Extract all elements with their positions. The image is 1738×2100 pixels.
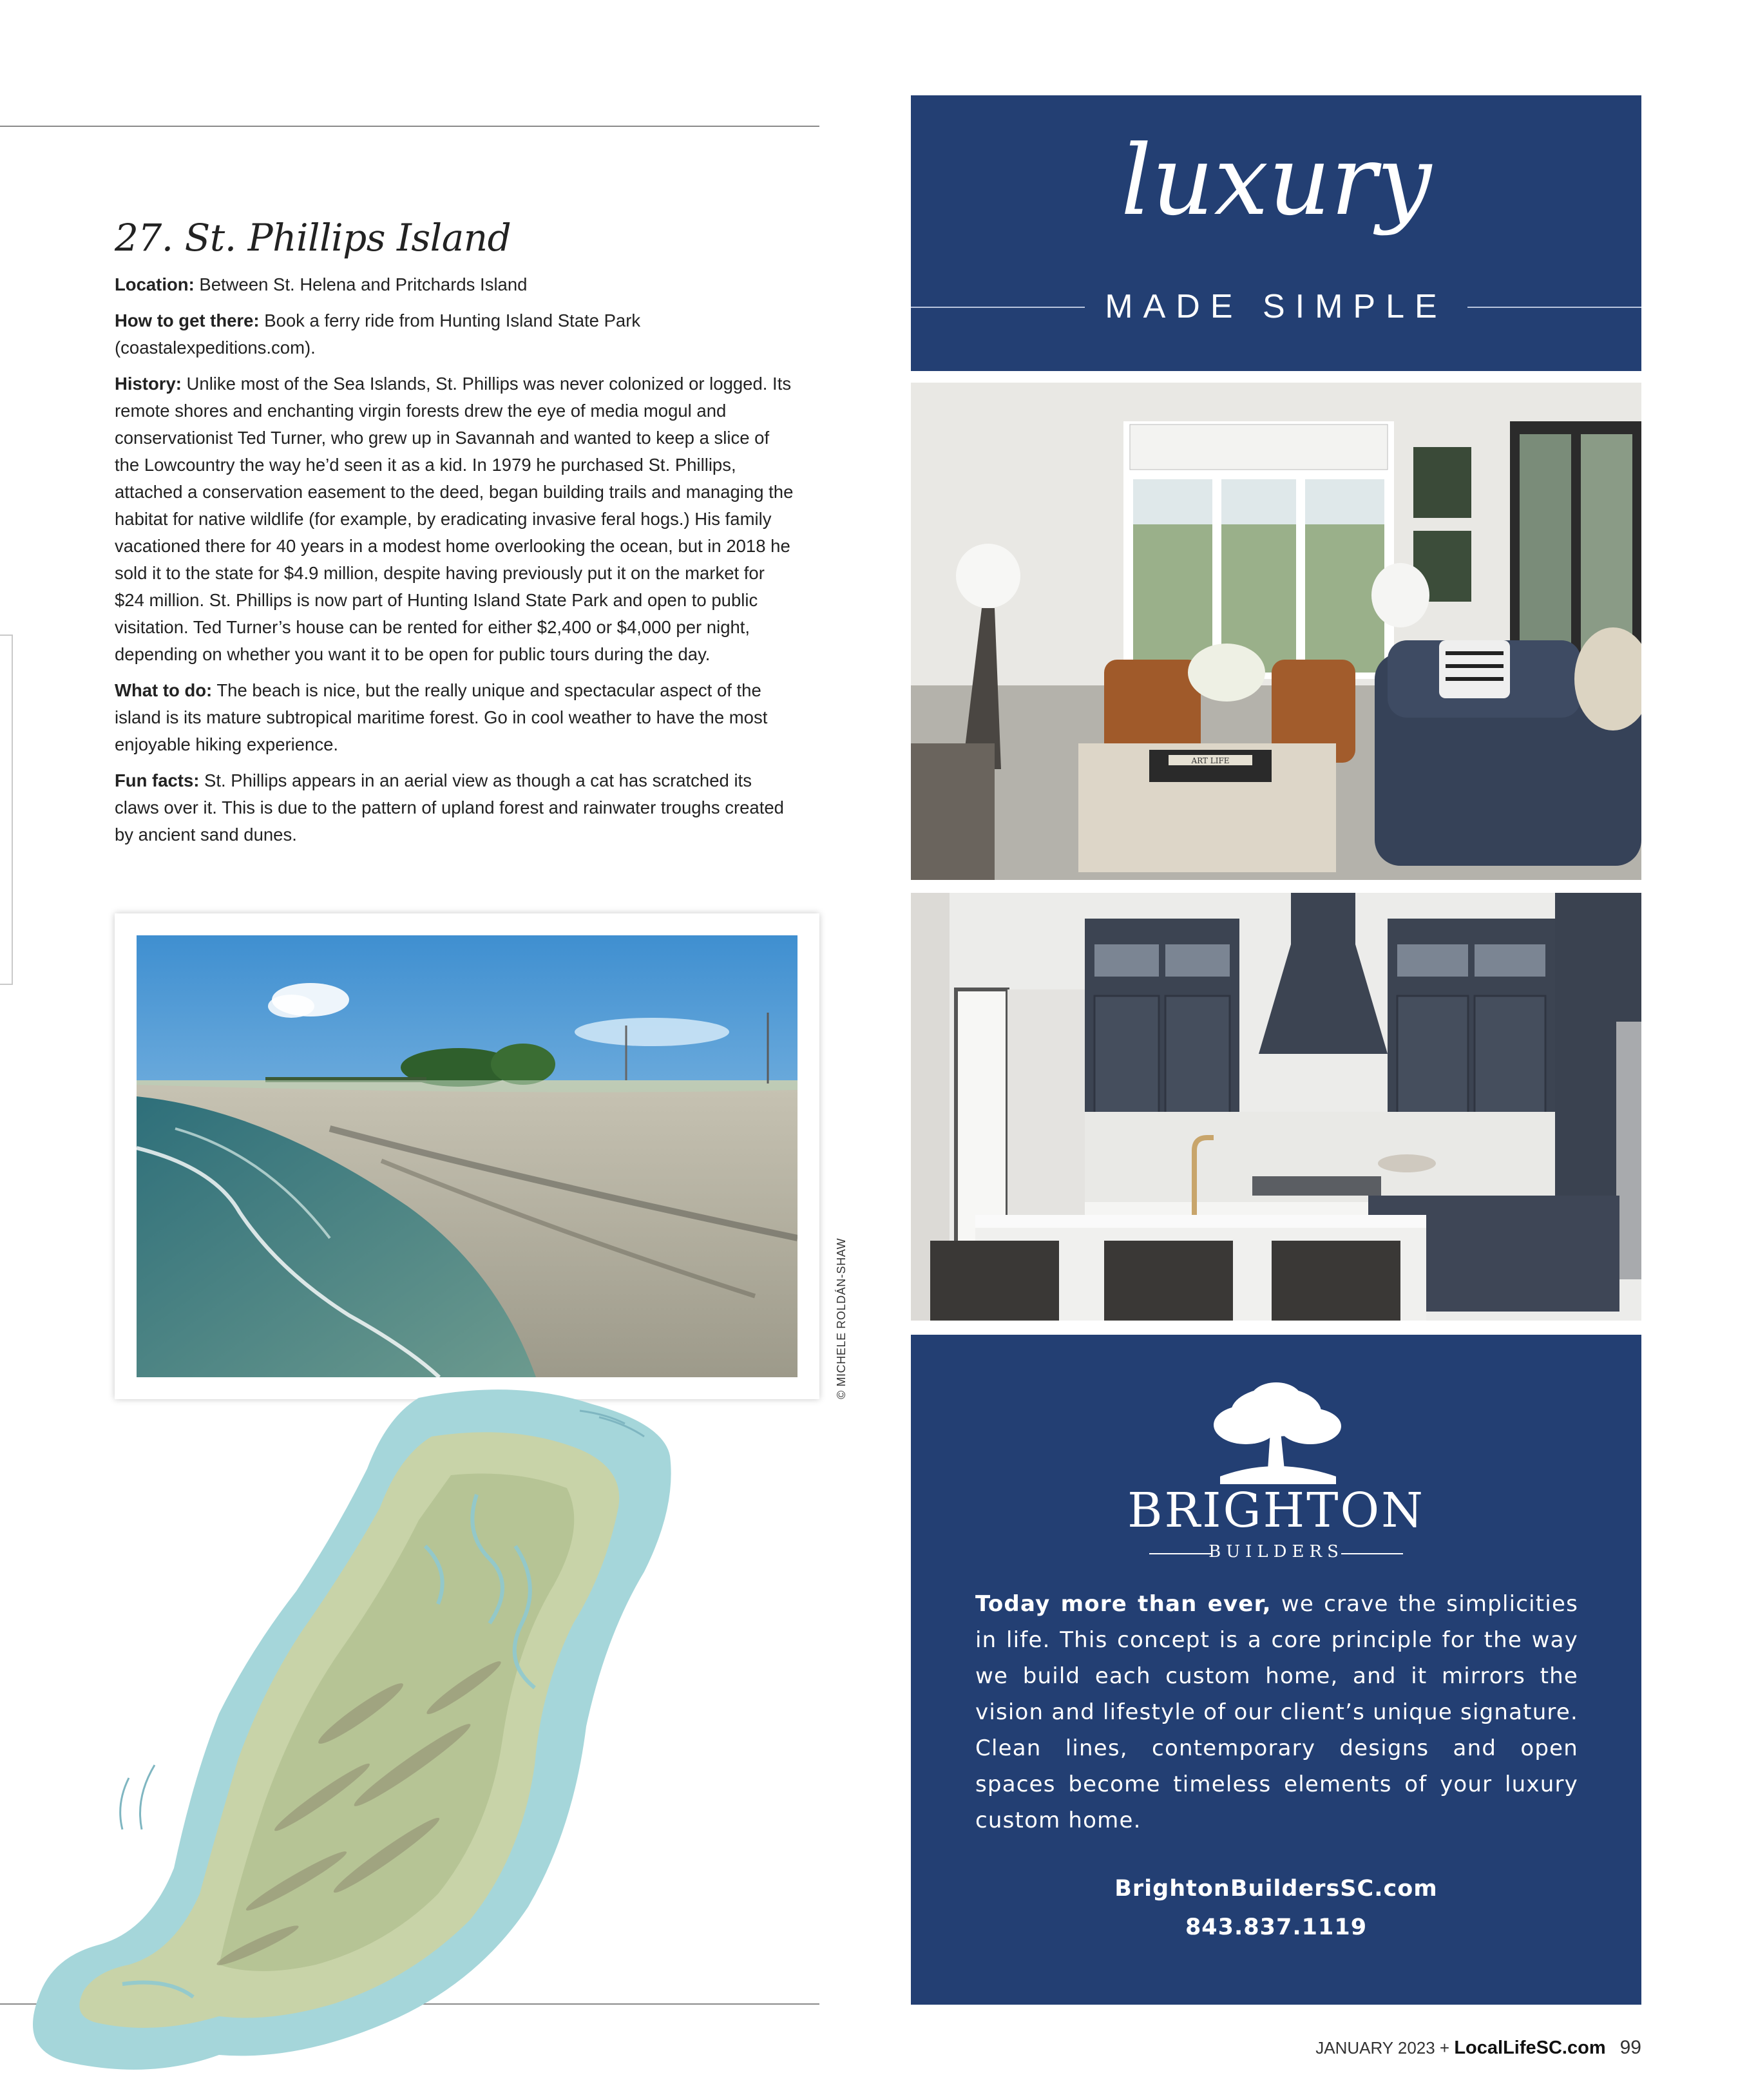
todo-paragraph [115,677,797,758]
ad-body-text: we crave the simplicities in life. This concept is a core principle for the way we build each custom home, and it mirrors the vision and lifestyle of our client’s unique signature. Clean lines, contemporary designs and open spaces become timeless elements of your luxury custom home. [975,1591,1578,1833]
oak-tree-logo-icon [1207,1380,1345,1489]
book-label: ART LIFE [1191,756,1230,765]
location-paragraph [115,271,797,298]
living-room-photo [911,383,1641,880]
history-paragraph [115,370,797,668]
directions-label: How to get there: [115,310,260,330]
brand-name: BRIGHTON [1127,1483,1425,1538]
page-footer [1315,2037,1641,2059]
ad-body [975,1586,1578,1838]
ad-tagline: MADE SIMPLE [1105,288,1447,325]
top-rule [0,126,819,127]
page-number: 99 [1619,2037,1641,2058]
ad-brighton-builders [911,1335,1641,2005]
location-label: Location: [115,274,195,294]
footer-site-link[interactable]: LocalLifeSC.com [1454,2038,1606,2058]
beach-photo [137,935,797,1377]
brand-sub: BUILDERS [1208,1542,1344,1561]
ad-body-lead: Today more than ever, [975,1591,1272,1617]
side-tab [0,635,13,985]
location-text: Between St. Helena and Pritchards Island [194,274,528,294]
article-title: 27. St. Phillips Island [115,216,511,260]
facts-label: Fun facts: [115,770,200,790]
footer-date: JANUARY 2023 + [1315,2038,1455,2057]
history-text: Unlike most of the Sea Islands, St. Phillips was never colonized or logged. Its remote shores and enchanting virgin forests drew the eye of media mogul and conservationist Ted Turner, who grew up in Savannah and wanted to keep a slice of the Lowcountry the way he’d seen it as a kid. In 1979 he purchased St. Phillips, attached a conservation easement to the deed, began building trails and managing the habitat for native wildlife (for example, by eradicating invasive feral hogs.) His family vacationed there for 40 years in a modest home overlooking the ocean, but in 2018 he sold it to the state for $4.9 million, despite having previously put it on the market for $24 million. St. Phillips is now part of Hunting Island State Park and open to public visitation. Ted Turner’s house can be rented for either $2,400 or $4,000 per night, depending on whether you want it to be open for public tours during the day. [115,374,794,664]
facts-text: St. Phillips appears in an aerial view as though a cat has scratched its claws over it. This is due to the pattern of upland forest and rainwater troughs created by ancient sand dunes. [115,770,784,845]
brand-sub-row [1149,1541,1403,1567]
beach-photo-frame [115,913,819,1399]
island-map [26,1379,837,2094]
directions-paragraph [115,307,797,361]
todo-label: What to do: [115,680,213,700]
ad-phone[interactable]: 843.837.1119 [1185,1914,1368,1940]
history-label: History: [115,374,182,394]
ad-script-word: luxury [1120,125,1432,237]
article [115,216,797,857]
photo-credit: © MICHELE ROLDÁN-SHAW [835,1237,848,1399]
directions-text: Book a ferry ride from Hunting Island State Park (coastalexpeditions.com). [115,310,641,358]
kitchen-photo [911,893,1641,1321]
ad-website-link[interactable]: BrightonBuildersSC.com [1114,1876,1438,1902]
facts-paragraph [115,767,797,848]
todo-text: The beach is nice, but the really unique and spectacular aspect of the island is its mature subtropical maritime forest. Go in cool weather to have the most enjoyable hiking experience. [115,680,768,754]
ad-luxury-banner [911,95,1641,371]
